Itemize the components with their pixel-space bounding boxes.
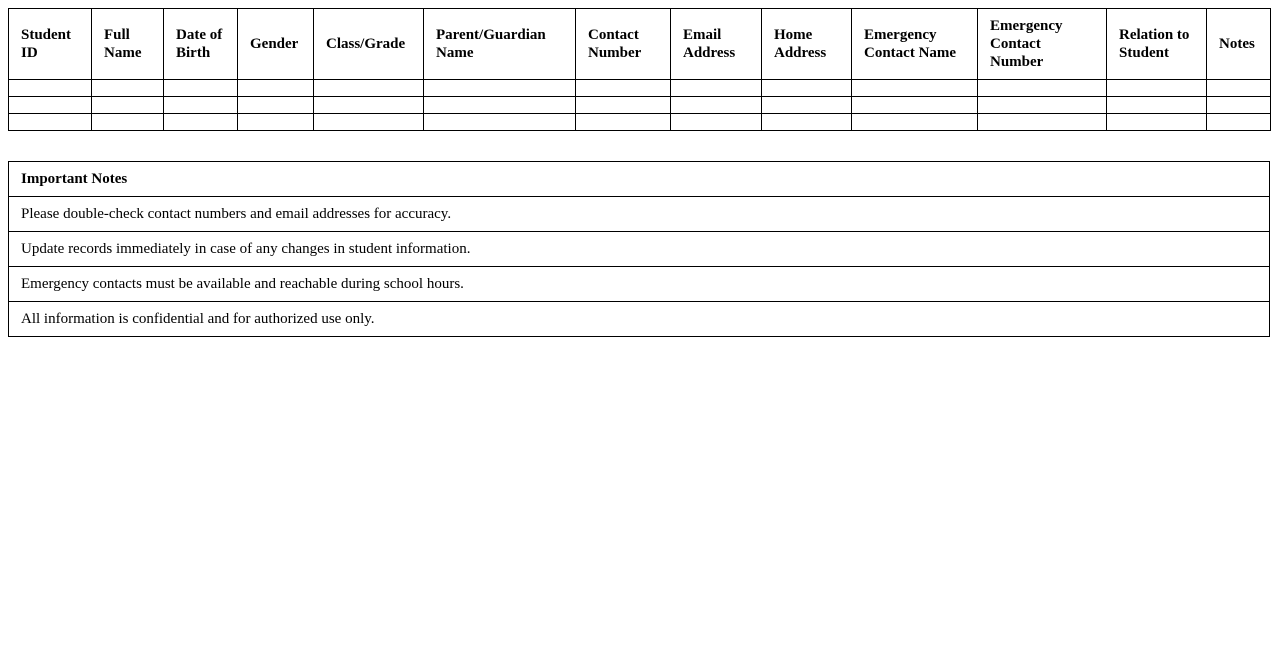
- table-cell[interactable]: [978, 97, 1107, 114]
- header-student-id: Student ID: [9, 9, 92, 80]
- table-cell[interactable]: [762, 80, 852, 97]
- header-full-name: Full Name: [92, 9, 164, 80]
- table-cell[interactable]: [978, 80, 1107, 97]
- table-cell[interactable]: [424, 80, 576, 97]
- header-home-address: Home Address: [762, 9, 852, 80]
- table-cell[interactable]: [852, 97, 978, 114]
- header-gender: Gender: [238, 9, 314, 80]
- table-cell[interactable]: [671, 114, 762, 131]
- header-date-of-birth: Date of Birth: [164, 9, 238, 80]
- table-cell[interactable]: [92, 114, 164, 131]
- table-cell[interactable]: [1107, 97, 1207, 114]
- header-relation-to-student: Relation to Student: [1107, 9, 1207, 80]
- table-cell[interactable]: [576, 114, 671, 131]
- table-cell[interactable]: [424, 114, 576, 131]
- table-cell[interactable]: [671, 80, 762, 97]
- table-cell[interactable]: [852, 114, 978, 131]
- note-item: All information is confidential and for authorized use only.: [9, 302, 1270, 337]
- header-email-address: Email Address: [671, 9, 762, 80]
- table-cell[interactable]: [9, 97, 92, 114]
- table-row: [9, 114, 1271, 131]
- table-cell[interactable]: [238, 97, 314, 114]
- table-cell[interactable]: [238, 80, 314, 97]
- notes-header-row: [9, 162, 1270, 197]
- table-cell[interactable]: [762, 114, 852, 131]
- table-cell[interactable]: [164, 80, 238, 97]
- list-item: [9, 267, 1270, 302]
- table-cell[interactable]: [576, 80, 671, 97]
- table-cell[interactable]: [1107, 80, 1207, 97]
- table-cell[interactable]: [1207, 114, 1271, 131]
- table-cell[interactable]: [314, 97, 424, 114]
- table-cell[interactable]: [238, 114, 314, 131]
- table-row: [9, 80, 1271, 97]
- table-cell[interactable]: [852, 80, 978, 97]
- list-item: [9, 302, 1270, 337]
- table-header-row: [9, 9, 1271, 80]
- table-cell[interactable]: [92, 97, 164, 114]
- table-cell[interactable]: [762, 97, 852, 114]
- table-cell[interactable]: [314, 80, 424, 97]
- table-cell[interactable]: [9, 114, 92, 131]
- header-emergency-contact-number: Emergency Contact Number: [978, 9, 1107, 80]
- notes-title: Important Notes: [9, 162, 1270, 197]
- table-cell[interactable]: [576, 97, 671, 114]
- table-cell[interactable]: [314, 114, 424, 131]
- table-cell[interactable]: [424, 97, 576, 114]
- table-cell[interactable]: [1107, 114, 1207, 131]
- table-row: [9, 97, 1271, 114]
- important-notes-table: [8, 161, 1270, 337]
- table-cell[interactable]: [1207, 80, 1271, 97]
- table-cell[interactable]: [1207, 97, 1271, 114]
- header-class-grade: Class/Grade: [314, 9, 424, 80]
- table-cell[interactable]: [671, 97, 762, 114]
- header-contact-number: Contact Number: [576, 9, 671, 80]
- table-cell[interactable]: [9, 80, 92, 97]
- note-item: Please double-check contact numbers and email addresses for accuracy.: [9, 197, 1270, 232]
- note-item: Update records immediately in case of any changes in student information.: [9, 232, 1270, 267]
- header-notes: Notes: [1207, 9, 1271, 80]
- header-parent-guardian-name: Parent/Guardian Name: [424, 9, 576, 80]
- table-cell[interactable]: [978, 114, 1107, 131]
- list-item: [9, 232, 1270, 267]
- list-item: [9, 197, 1270, 232]
- table-cell[interactable]: [164, 97, 238, 114]
- note-item: Emergency contacts must be available and reachable during school hours.: [9, 267, 1270, 302]
- table-cell[interactable]: [92, 80, 164, 97]
- table-cell[interactable]: [164, 114, 238, 131]
- student-records-table: [8, 8, 1271, 131]
- header-emergency-contact-name: Emergency Contact Name: [852, 9, 978, 80]
